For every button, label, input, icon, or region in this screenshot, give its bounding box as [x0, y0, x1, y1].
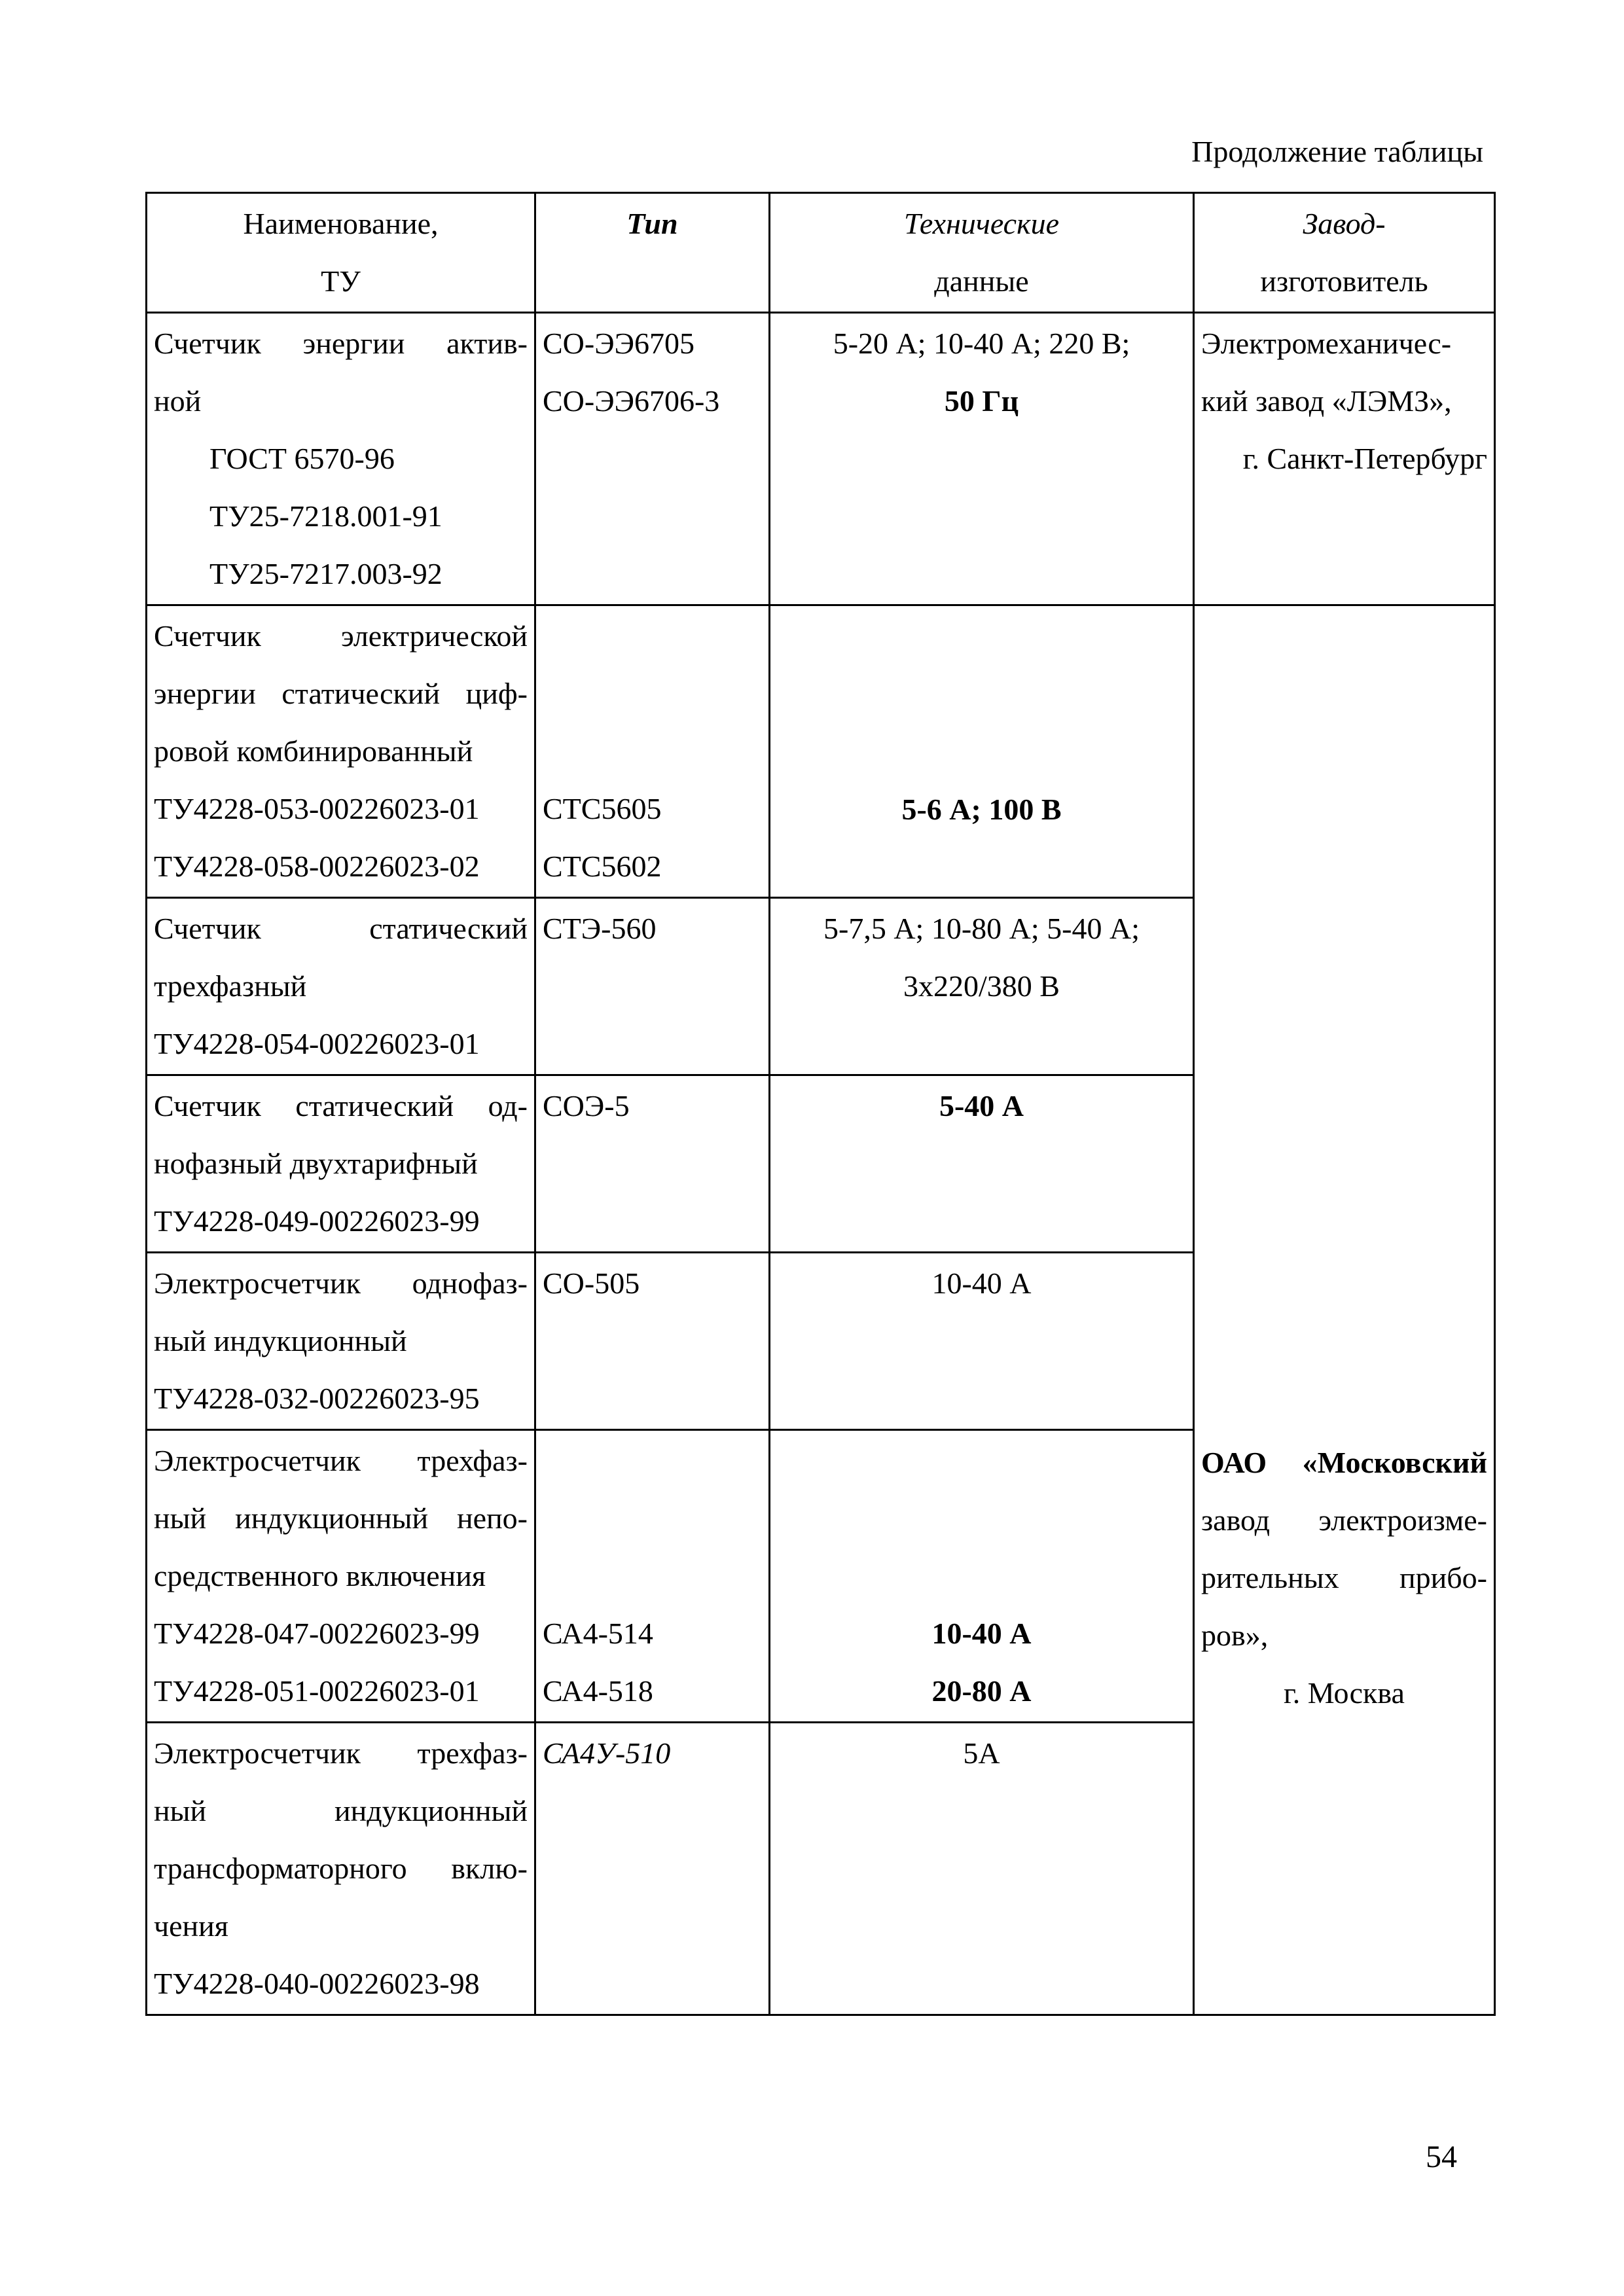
cell-type	[535, 1723, 770, 2015]
table-header-row	[147, 193, 1495, 313]
cell-type	[535, 1430, 770, 1723]
name-line: ТУ4228-051-00226023-01	[154, 1674, 480, 1708]
cell-name	[147, 313, 535, 605]
name-line: Счетчик энергии актив-	[154, 327, 528, 360]
name-line: ТУ4228-053-00226023-01	[154, 792, 480, 825]
maker-line: кий завод «ЛЭМЗ»,	[1201, 384, 1452, 418]
maker-line: ров»,	[1201, 1618, 1269, 1652]
header-type	[535, 193, 770, 313]
cell-tech	[770, 313, 1194, 605]
header-maker-line: Завод-	[1303, 207, 1386, 240]
cell-tech	[770, 1253, 1194, 1430]
page-number: 54	[1426, 2140, 1457, 2174]
cell-name	[147, 1723, 535, 2015]
cell-type	[535, 1075, 770, 1253]
maker-line: Электромеханичес-	[1201, 327, 1452, 360]
cell-type	[535, 313, 770, 605]
name-line: ный индукционный	[154, 1794, 528, 1827]
name-line: ТУ25-7217.003-92	[209, 557, 442, 590]
type-line: СО-ЭЭ6705	[543, 327, 695, 360]
cell-tech	[770, 1430, 1194, 1723]
name-line: Счетчик статический од-	[154, 1089, 528, 1122]
cell-name	[147, 898, 535, 1075]
name-line: Электросчетчик трехфаз-	[154, 1444, 528, 1477]
maker-line: г. Москва	[1284, 1676, 1405, 1710]
name-line: Счетчик электрической	[154, 619, 528, 653]
header-tech-line: Технические	[903, 207, 1060, 240]
name-line: ный индукционный	[154, 1324, 407, 1357]
tech-line: 5А	[963, 1736, 1000, 1770]
cell-type	[535, 898, 770, 1075]
tech-line: 5-7,5 А; 10-80 А; 5-40 А;	[823, 912, 1140, 945]
name-line: ТУ4228-054-00226023-01	[154, 1027, 480, 1060]
name-line: ТУ4228-040-00226023-98	[154, 1967, 480, 2000]
name-line: ТУ4228-058-00226023-02	[154, 850, 480, 883]
name-line: чения	[154, 1909, 228, 1943]
tech-line: 10-40 А	[931, 1266, 1032, 1300]
table-row	[147, 313, 1495, 605]
header-tech-line: данные	[934, 264, 1029, 298]
cell-name	[147, 605, 535, 898]
name-line: нофазный двухтарифный	[154, 1147, 478, 1180]
header-type-label: Тип	[626, 207, 678, 240]
header-maker-line: изготовитель	[1260, 264, 1428, 298]
cell-type	[535, 605, 770, 898]
header-name	[147, 193, 535, 313]
cell-type	[535, 1253, 770, 1430]
name-line: Счетчик статический	[154, 912, 528, 945]
tech-line: 10-40 А	[931, 1617, 1032, 1650]
name-line: ГОСТ 6570-96	[209, 442, 395, 475]
cell-maker-moscow	[1194, 605, 1495, 2015]
type-line: СТС5602	[543, 850, 662, 883]
name-line: средственного включения	[154, 1559, 486, 1592]
type-line: СА4-514	[543, 1617, 653, 1650]
header-name-line: Наименование,	[243, 207, 439, 240]
name-line: Электросчетчик однофаз-	[154, 1266, 528, 1300]
name-line: ный индукционный непо-	[154, 1501, 528, 1535]
header-maker	[1194, 193, 1495, 313]
type-line: СО-505	[543, 1266, 640, 1300]
maker-line: завод электроизме-	[1201, 1503, 1487, 1537]
cell-tech	[770, 898, 1194, 1075]
name-line: Электросчетчик трехфаз-	[154, 1736, 528, 1770]
type-line: СО-ЭЭ6706-3	[543, 384, 720, 418]
name-line: ровой комбинированный	[154, 734, 473, 768]
cell-tech	[770, 605, 1194, 898]
tech-line: 5-6 А; 100 В	[901, 793, 1062, 826]
cell-tech	[770, 1723, 1194, 2015]
cell-name	[147, 1253, 535, 1430]
cell-name	[147, 1075, 535, 1253]
name-line: трансформаторного вклю-	[154, 1852, 528, 1885]
table-continuation-label: Продолжение таблицы	[1191, 135, 1483, 168]
header-name-line: ТУ	[321, 264, 361, 298]
type-line: СТЭ-560	[543, 912, 657, 945]
cell-maker	[1194, 313, 1495, 605]
name-line: ТУ4228-032-00226023-95	[154, 1382, 480, 1415]
tech-line: 20-80 А	[931, 1674, 1032, 1708]
tech-line: 5-20 А; 10-40 А; 220 В;	[833, 327, 1130, 360]
name-line: ТУ4228-047-00226023-99	[154, 1617, 480, 1650]
type-line: СОЭ-5	[543, 1089, 630, 1122]
maker-line: г. Санкт-Петербург	[1242, 442, 1487, 475]
name-line: ной	[154, 384, 202, 418]
name-line: трехфазный	[154, 969, 307, 1003]
type-line: СТС5605	[543, 792, 662, 825]
tech-line: 3х220/380 В	[903, 969, 1060, 1003]
maker-line: рительных прибо-	[1201, 1560, 1487, 1594]
header-tech	[770, 193, 1194, 313]
maker-line: ОАО «Московский	[1201, 1445, 1487, 1479]
name-line: ТУ25-7218.001-91	[209, 499, 442, 533]
cell-name	[147, 1430, 535, 1723]
meters-table	[145, 192, 1496, 2016]
cell-tech	[770, 1075, 1194, 1253]
tech-line: 5-40 А	[939, 1089, 1024, 1122]
table-row	[147, 605, 1495, 898]
name-line: энергии статический циф-	[154, 677, 528, 710]
name-line: ТУ4228-049-00226023-99	[154, 1204, 480, 1238]
tech-line: 50 Гц	[944, 384, 1019, 418]
type-line: СА4У-510	[543, 1736, 671, 1770]
type-line: СА4-518	[543, 1674, 653, 1708]
